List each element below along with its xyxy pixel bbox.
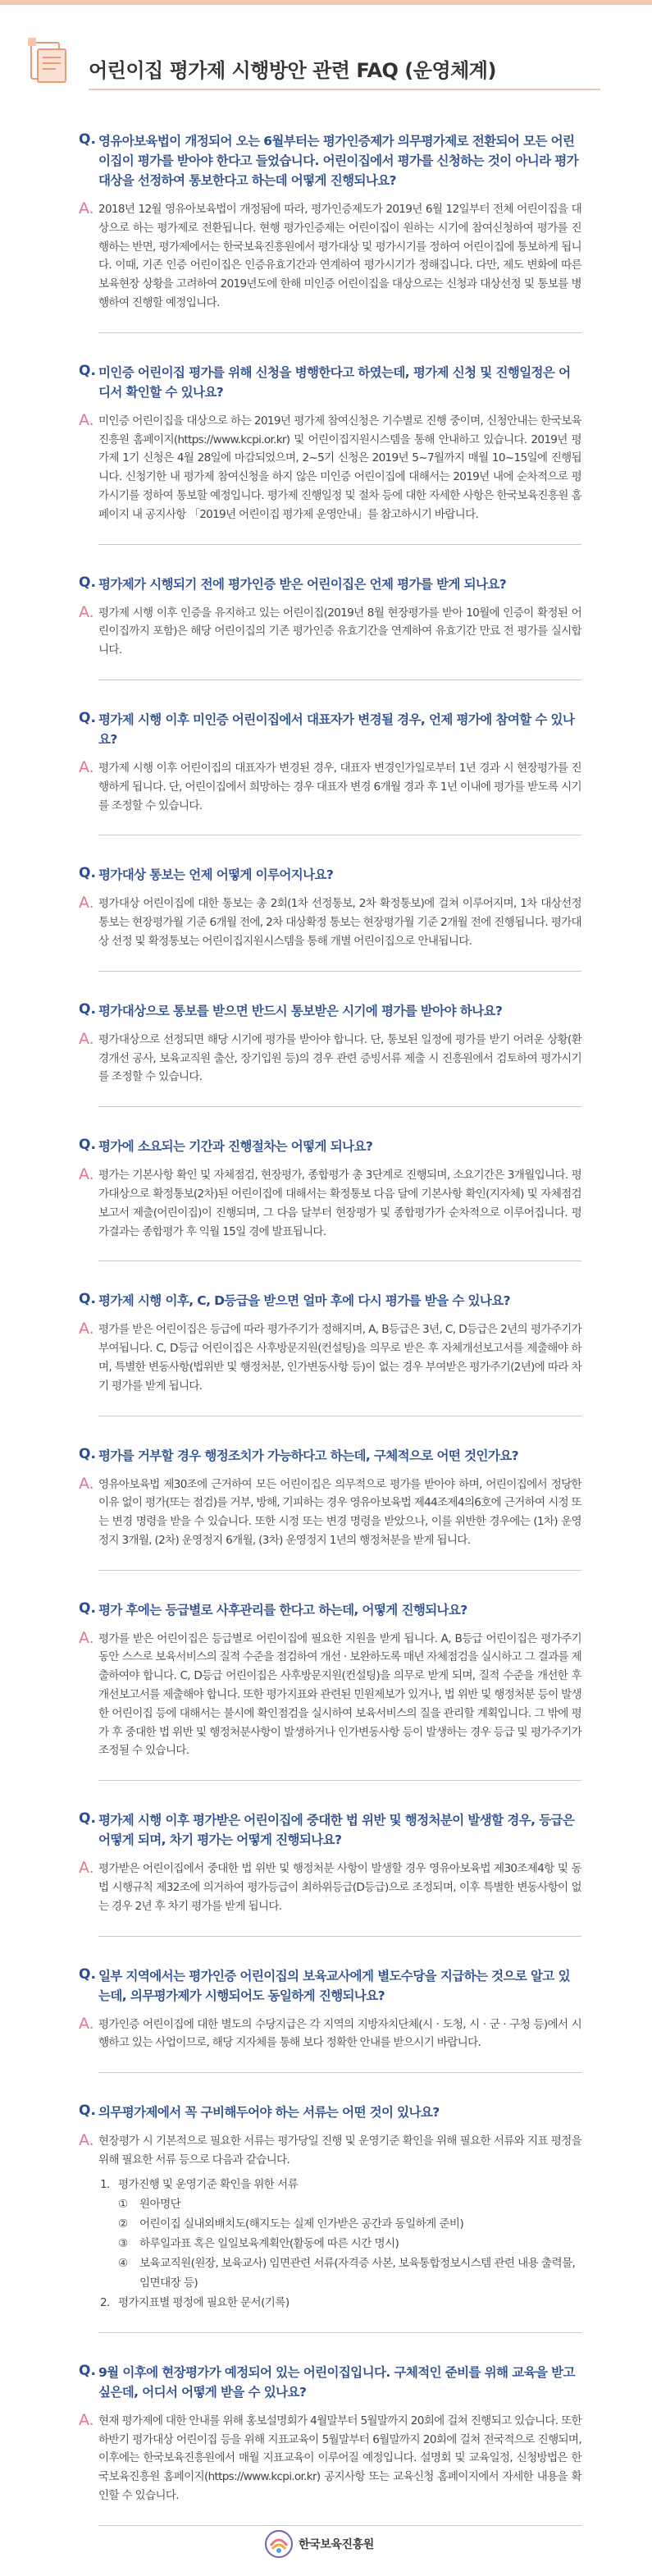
answer-row [79,1859,581,1915]
answer-row [79,757,581,815]
answer-text: 평가를 받은 어린이집은 등급별로 어린이집에 필요한 지원을 받게 됩니다. A, B등급 어린이집은 평가주기 동안 스스로 보육서비스의 질적 수준을 점검하여 개선 · 보완하도록 매년 자체점검을 실시하고 그 결과를 제출하여야 합니다. C, D등급 어린이집은 사후방문지원(컨설팅)을 의무로 받게 되며, 질적 수준을 개선한 후 개선보고서를 제출해야 합니다. 또한 평가지표와 관련된 민원제보가 있거나, 법 위반 및 행정처분 등이 발생한 어린이집 등에 대해서는 불시에 확인점검을 실시하여 보육서비스의 질을 관리할 계획입니다. 그 밖에 평가 후 중대한 법 위반 및 행정처분사항이 발생하거나 인가변동사항 등이 발생하는 경우 등급 및 평가주기가 조정될 수 있습니다. [98,1631,581,1758]
answer-mark: A. [79,602,94,621]
separator-line [98,2072,581,2073]
answer-text: 평가대상 어린이집에 대한 통보는 총 2회(1차 선정통보, 2차 확정통보)에 걸쳐 이루어지며, 1차 대상선정 통보는 현장평가월 기준 6개월 전에, 2차 대상확정 통보는 현장평가월 기준 2개월 전에 진행됩니다. 평가대상 선정 및 확정통보는 어린이집지원시스템을 통해 개별 어린이집으로 안내됩니다. [98,897,581,948]
faq-item [0,1137,652,1261]
faq-item [0,1810,652,1936]
faq-item [0,710,652,835]
list-item-text: 평가진행 및 운영기준 확인을 위한 서류 [118,2177,299,2191]
answer-row [79,2410,581,2505]
list-item-number: ① [118,2197,128,2211]
answer-mark: A. [79,199,94,217]
answer-row [79,2131,581,2313]
question-text: 의무평가제에서 꼭 구비해두어야 하는 서류는 어떤 것이 있나요? [98,2105,440,2121]
answer-mark: A. [79,1029,94,1048]
question-text: 평가를 거부할 경우 행정조치가 가능하다고 하는데, 구체적으로 어떤 것인가요? [98,1448,518,1463]
question-mark: Q. [79,1810,96,1828]
answer-row [79,2014,581,2053]
answer-mark: A. [79,1859,94,1878]
question-mark: Q. [79,131,96,148]
question-text: 평가제 시행 이후, C, D등급을 받으면 얼마 후에 다시 평가를 받을 수 있나요? [98,1293,511,1309]
faq-item [0,1966,652,2074]
answer-mark: A. [79,2014,94,2033]
question-mark: Q. [79,1445,96,1462]
faq-item [0,574,652,680]
list-item [98,2214,581,2234]
question-row [79,1137,581,1156]
answer-row [79,199,581,313]
question-text: 영유아보육법이 개정되어 오는 6월부터는 평가인증제가 의무평가제로 전환되어 모든 어린이집이 평가를 받아야 한다고 들었습니다. 어린이집에서 평가를 신청하는 것이 아니라 평가대상을 선정하여 통보한다고 하는데 어떻게 진행되나요? [98,134,579,188]
question-text: 평가제 시행 이후 미인증 어린이집에서 대표자가 변경될 경우, 언제 평가에 참여할 수 있나요? [98,711,575,747]
separator-line [98,1106,581,1107]
faq-list [0,131,652,2555]
question-row [79,709,581,749]
answer-mark: A. [79,1320,94,1338]
question-mark: Q. [79,1599,96,1617]
page-title: 어린이집 평가제 시행방안 관련 FAQ (운영체계) [89,59,496,82]
list-item-number: 1. [100,2177,110,2191]
list-item-number: 2. [100,2295,110,2309]
answer-text: 미인증 어린이집을 대상으로 하는 2019년 평가제 참여신청은 기수별로 진행 중이며, 신청안내는 한국보육진흥원 홈페이지(https://www.kcpi.or.kr) 및 어린이집지원시스템을 통해 안내하고 있습니다. 2019년 평가제 1기 신청은 4월 28일에 마감되었으며, 2~5기 신청은 2019년 5~7월까지 매월 10~15일에 진행됩니다. 신청기한 내 평가제 참여신청을 하지 않은 미인증 어린이집에 대해서는 2019년 내에 순차적으로 평가시기를 정하여 통보할 예정입니다. 평가제 진행일정 및 절차 등에 대한 자세한 사항은 한국보육진흥원 홈페이지 내 공지사항 「2019년 어린이집 평가제 운영안내」를 참고하시기 바랍니다. [98,414,581,521]
question-mark: Q. [79,1965,96,1983]
question-text: 평가대상으로 통보를 받으면 반드시 통보받은 시기에 평가를 받아야 하나요? [98,1003,503,1018]
question-mark: Q. [79,865,96,882]
question-mark: Q. [79,1137,96,1154]
separator-line [98,679,581,680]
faq-item [0,1600,652,1782]
question-mark: Q. [79,2102,96,2120]
document-icon [26,36,71,85]
faq-item [0,865,652,971]
faq-item [0,131,652,333]
faq-item [0,363,652,545]
list-item [98,2234,581,2253]
list-item [98,2175,581,2194]
answer-mark: A. [79,1165,94,1184]
question-text: 평가 후에는 등급별로 사후관리를 한다고 하는데, 어떻게 진행되나요? [98,1602,467,1617]
header-accent-bar [0,0,652,5]
question-mark: Q. [79,709,96,726]
answer-row [79,1320,581,1395]
list-item-number: ③ [118,2236,128,2250]
header [0,0,652,94]
answer-text: 평가대상으로 선정되면 해당 시기에 평가를 받아야 합니다. 단, 통보된 일정에 평가를 받기 어려운 상황(환경개선 공사, 보육교직원 출산, 장기입원 등)의 경우 관련 증빙서류 제출 시 진흥원에서 검토하여 평가시기를 조정할 수 있습니다. [98,1032,581,1084]
question-row [79,1810,581,1850]
question-text: 미인증 어린이집 평가를 위해 신청을 병행한다고 하였는데, 평가제 신청 및 진행일정은 어디서 확인할 수 있나요? [98,364,571,400]
list-item-number: ② [118,2217,128,2231]
question-mark: Q. [79,1000,96,1018]
separator-line [98,1570,581,1571]
separator-line [98,1780,581,1781]
question-text: 평가제가 시행되기 전에 평가인증 받은 어린이집은 언제 평가를 받게 되나요? [98,576,507,592]
list-item [98,2253,581,2293]
answer-mark: A. [79,1628,94,1647]
separator-line [98,2332,581,2333]
answer-row [79,1165,581,1241]
footer-org-name: 한국보육진흥원 [299,2538,374,2551]
question-row [79,2362,581,2402]
answer-mark: A. [79,894,94,913]
answer-text: 평가를 받은 어린이집은 등급에 따라 평가주기가 정해지며, A, B등급은 3년, C, D등급은 2년의 평가주기가 부여됩니다. C, D등급 어린이집은 사후방문지원(컨설팅)을 의무로 받은 후 자체개선보고서를 제출해야 하며, 특별한 변동사항(법위반 및 행정처분, 인가변동사항 등)이 없는 경우 부여받은 평가주기(2년)에 따라 차기 평가를 받게 됩니다. [98,1323,581,1393]
answer-text: 평가제 시행 이후 인증을 유지하고 있는 어린이집(2019년 8월 현장평가를 받아 10월에 인증이 확정된 어린이집까지 포함)은 해당 어린이집의 기존 평가인증 유효기간을 연계하여 유효기간 만료 전 평가를 실시합니다. [98,606,581,657]
question-text: 9월 이후에 현장평가가 예정되어 있는 어린이집입니다. 구체적인 준비를 위해 교육을 받고 싶은데, 어디서 어떻게 받을 수 있나요? [98,2364,575,2400]
separator-line [98,544,581,545]
question-row [79,1291,581,1311]
faq-item [0,1446,652,1571]
kcpi-logo-icon [264,2529,294,2559]
answer-text: 평가받은 어린이집에서 중대한 법 위반 및 행정처분 사항이 발생할 경우 영유아보육법 제30조제4항 및 동법 시행규칙 제32조에 의거하여 평가등급이 최하위등급(D등급)으로 조정되며, 이후 특별한 변동사항이 없는 경우 2년 후 차기 평가를 받게 됩니다. [98,1862,581,1913]
answer-row [79,1029,581,1087]
faq-item [0,1291,652,1416]
question-row [79,131,581,190]
question-mark: Q. [79,574,96,591]
title-underline [89,89,600,90]
list-item-text: 원아명단 [139,2197,181,2211]
question-row [79,1000,581,1021]
question-mark: Q. [79,362,96,379]
answer-text: 영유아보육법 제30조에 근거하여 모든 어린이집은 의무적으로 평가를 받아야 하며, 어린이집에서 정당한 이유 없이 평가(또는 점검)를 거부, 방해, 기피하는 경우 영유아보육법 제44조제4의6호에 근거하여 시정 또는 변경 명령을 받을 수 있습니다. 또한 시정 또는 변경 명령을 받았으나, 이를 위반한 경우에는 (1차) 운영정지 3개월, (2차) 운영정지 6개월, (3차) 운영정지 1년의 행정처분을 받게 됩니다. [98,1477,581,1547]
question-text: 평가에 소요되는 기간과 진행절차는 어떻게 되나요? [98,1139,373,1155]
answer-mark: A. [79,757,94,776]
answer-text: 평가인증 어린이집에 대한 별도의 수당지급은 각 지역의 지방자치단체(시 · 도청, 시 · 군 · 구청 등)에서 시행하고 있는 사업이므로, 해당 지자체를 통해 보다 정확한 안내를 받으시기 바랍니다. [98,2017,581,2050]
answer-row [79,1474,581,1550]
answer-row [79,410,581,524]
answer-row [79,894,581,950]
footer [0,2519,652,2576]
answer-mark: A. [79,410,94,429]
answer-mark: A. [79,2131,94,2150]
question-row [79,1965,581,2006]
answer-mark: A. [79,2410,94,2429]
footer-logo [264,2529,374,2559]
faq-item [0,2102,652,2333]
answer-row [79,602,581,660]
list-item-text: 하루일과표 혹은 일일보육계획안(활동에 따른 시간 명시) [139,2236,399,2250]
list-item-text: 보육교직원(원장, 보육교사) 임면관련 서류(자격증 사본, 보육통합정보시스템 관련 내용 출력물, 임면대장 등) [139,2256,576,2290]
answer-row [79,1628,581,1761]
question-row [79,362,581,402]
answer-text: 2018년 12월 영유아보육법이 개정됨에 따라, 평가인증제도가 2019년 6월 12일부터 전체 어린이집을 대상으로 하는 평가제로 전환됩니다. 현행 평가인증제는 어린이집이 원하는 시기에 참여신청하여 평가를 진행하는 반면, 평가제에서는 한국보육진흥원에서 평가대상 및 평가시기를 정하여 어린이집에 통보하게 됩니다. 이때, 기존 인증 어린이집은 인증유효기간과 연계하여 평가시기가 정해집니다. 다만, 제도 변화에 따른 보육현장 상황을 고려하여 2019년도에 한해 미인증 어린이집을 대상으로는 신청과 대상선정 및 통보를 병행하여 진행할 예정입니다. [98,203,581,309]
list-item-text: 평가지표별 평정에 필요한 문서(기록) [118,2295,290,2309]
answer-text: 평가제 시행 이후 어린이집의 대표자가 변경된 경우, 대표자 변경인가일로부터 1년 경과 시 현장평가를 진행하게 됩니다. 단, 어린이집에서 희망하는 경우 대표자 변경 6개월 경과 후 1년 이내에 평가를 받도록 시기를 조정할 수 있습니다. [98,761,581,812]
question-mark: Q. [79,2362,96,2379]
question-row [79,574,581,594]
question-text: 평가대상 통보는 언제 어떻게 이루어지나요? [98,867,334,883]
faq-item [0,1001,652,1107]
question-text: 평가제 시행 이후 평가받은 어린이집에 중대한 법 위반 및 행정처분이 발생할 경우, 등급은 어떻게 되며, 차기 평가는 어떻게 진행되나요? [98,1813,575,1848]
list-item [98,2293,581,2313]
question-row [79,1599,581,1620]
list-item [98,2194,581,2214]
answer-text: 현장평가 시 기본적으로 필요한 서류는 평가당일 진행 및 운영기준 확인을 위해 필요한 서류와 지표 평정을 위해 필요한 서류 등으로 다음과 같습니다. [98,2134,581,2167]
answer-mark: A. [79,1474,94,1493]
list-item-text: 어린이집 실내외배치도(해지도는 실제 인가받은 공간과 동일하게 준비) [139,2217,464,2231]
separator-line [98,1936,581,1937]
answer-text: 현재 평가제에 대한 안내를 위해 홍보설명회가 4월말부터 5월말까지 20회에 걸쳐 진행되고 있습니다. 또한 하반기 평가대상 어린이집 등을 위해 지표교육이 5월말부터 6월말까지 20회에 걸쳐 전국적으로 진행되며, 이후에는 한국보육진흥원에서 매월 지표교육이 이루어질 예정입니다. 설명회 및 교육일정, 신청방법은 한국보육진흥원 홈페이지(https://www.kcpi.or.kr) 공지사항 또는 교육신청 홈페이지에서 자세한 내용을 확인할 수 있습니다. [98,2414,581,2503]
separator-line [98,971,581,972]
document-list [98,2175,581,2313]
question-text: 일부 지역에서는 평가인증 어린이집의 보육교사에게 별도수당을 지급하는 것으로 알고 있는데, 의무평가제가 시행되어도 동일하게 진행되나요? [98,1968,570,2003]
question-mark: Q. [79,1291,96,1308]
answer-text: 평가는 기본사항 확인 및 자체점검, 현장평가, 종합평가 총 3단계로 진행되며, 소요기간은 3개월입니다. 평가대상으로 확정통보(2차)된 어린이집에 대해서는 확정통보 다음 달에 기본사항 확인(지자체) 및 자체점검보고서 제출(어린이집)이 진행되며, 그 다음 달부터 현장평가 및 종합평가가 순차적으로 이루어집니다. 평가결과는 종합평가 후 익월 15일 경에 발표됩니다. [98,1169,581,1238]
list-item-number: ④ [118,2256,128,2270]
question-row [79,865,581,885]
faq-item [0,2363,652,2526]
question-row [79,2102,581,2122]
question-row [79,1445,581,1466]
separator-line [98,332,581,333]
